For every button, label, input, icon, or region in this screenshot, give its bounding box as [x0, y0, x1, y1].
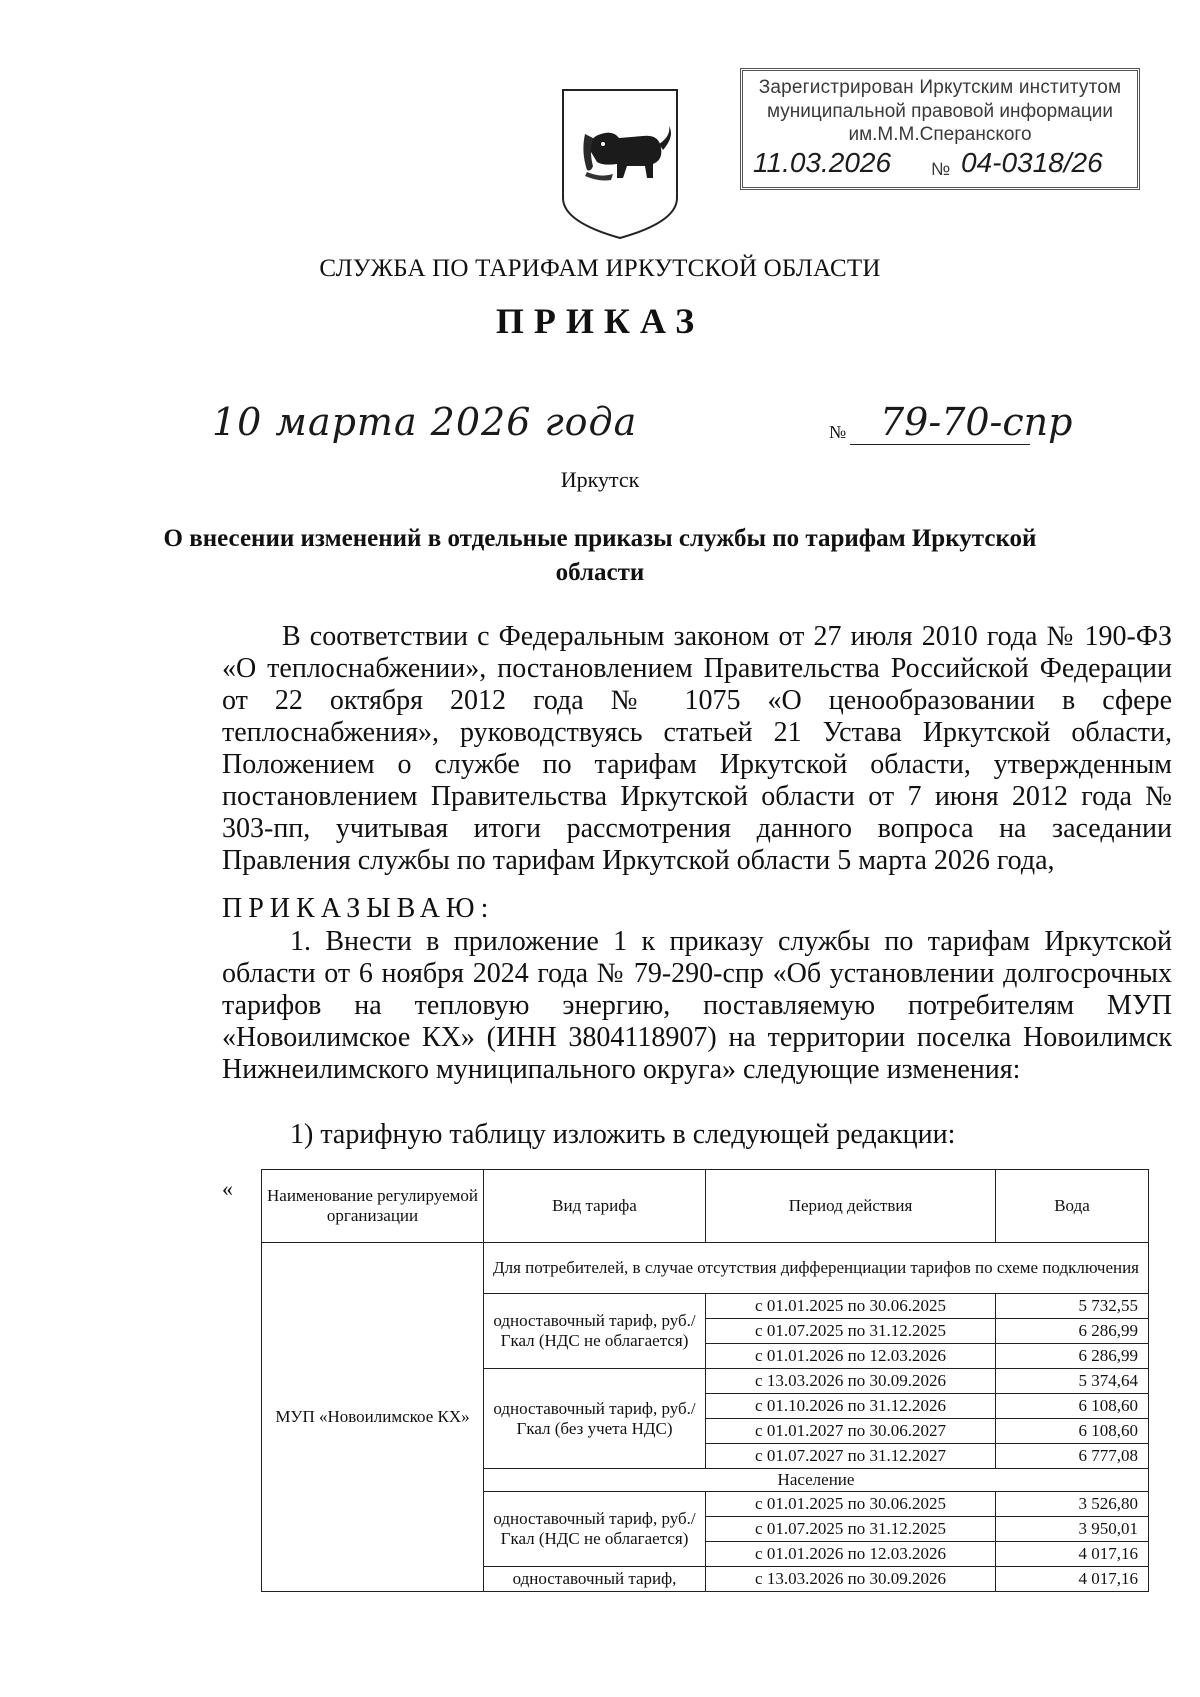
stamp-line-1: Зарегистрирован Иркутским институтом — [758, 77, 1122, 98]
value-cell: 3 526,80 — [996, 1492, 1149, 1517]
stamp-number-label: № — [931, 159, 951, 179]
stamp-registration-date: 11.03.2026 — [753, 147, 892, 178]
header-period: Период действия — [706, 1170, 996, 1243]
tariff-type-cell: одноставочный тариф, — [484, 1567, 706, 1592]
order-number-underline — [850, 444, 1030, 445]
agency-name: СЛУЖБА ПО ТАРИФАМ ИРКУТСКОЙ ОБЛАСТИ — [319, 255, 881, 282]
period-cell: с 13.03.2026 по 30.09.2026 — [706, 1369, 996, 1394]
value-cell: 6 286,99 — [996, 1344, 1149, 1369]
period-cell: с 01.07.2025 по 31.12.2025 — [706, 1517, 996, 1542]
org-name-cell: МУП «Новоилимское КХ» — [262, 1243, 484, 1592]
period-cell: с 01.01.2026 по 12.03.2026 — [706, 1542, 996, 1567]
tariff-table — [261, 1169, 1149, 1592]
document-type-heading: ПРИКАЗ — [495, 301, 705, 341]
stamp-line-2: муниципальной правовой информации — [767, 101, 1113, 122]
value-cell: 4 017,16 — [996, 1567, 1149, 1592]
period-cell: с 13.03.2026 по 30.09.2026 — [706, 1567, 996, 1592]
order-word: ПРИКАЗЫВАЮ: — [222, 893, 495, 924]
order-date: 10 марта 2026 года — [212, 400, 638, 444]
tariff-type-cell: одноставочный тариф, руб./Гкал (НДС не облагается) — [484, 1492, 706, 1567]
value-cell: 6 108,60 — [996, 1419, 1149, 1444]
item-1-subitem-1: 1) тарифную таблицу изложить в следующей редакции: — [290, 1119, 956, 1150]
section-consumers: Для потребителей, в случае отсутствия дифференциации тарифов по схеме подключения — [484, 1243, 1149, 1294]
period-cell: с 01.01.2025 по 30.06.2025 — [706, 1492, 996, 1517]
period-cell: с 01.07.2025 по 31.12.2025 — [706, 1319, 996, 1344]
value-cell: 6 108,60 — [996, 1394, 1149, 1419]
header-tariff-type: Вид тарифа — [484, 1170, 706, 1243]
document-title: О внесении изменений в отдельные приказы службы по тарифам Иркутской области — [163, 525, 1037, 586]
order-number-label: № — [829, 422, 847, 442]
stamp-line-3: им.М.М.Сперанского — [848, 124, 1032, 145]
tariff-type-cell: одноставочный тариф, руб./Гкал (НДС не облагается) — [484, 1294, 706, 1369]
period-cell: с 01.07.2027 по 31.12.2027 — [706, 1444, 996, 1469]
value-cell: 5 374,64 — [996, 1369, 1149, 1394]
order-number: 79-70-спр — [880, 400, 1073, 444]
period-cell: с 01.01.2025 по 30.06.2025 — [706, 1294, 996, 1319]
coat-of-arms-emblem — [557, 86, 683, 242]
header-water: Вода — [996, 1170, 1149, 1243]
tariff-type-cell: одноставочный тариф, руб./Гкал (без учета НДС) — [484, 1369, 706, 1469]
period-cell: с 01.10.2026 по 31.12.2026 — [706, 1394, 996, 1419]
preamble-paragraph: В соответствии с Федеральным законом от 27 июля 2010 года № 190-ФЗ «О теплоснабжении», постановлением Правительства Российской Федерации от 22 октября 2012 года № 1075 «О ценообразовании в сфере теплоснабжения», руководствуясь статьей 21 Устава Иркутской области, Положением о службе по тарифам Иркутской области, утвержденным постановлением Правительства Иркутской области от 7 июня 2012 года № 303-пп, учитывая итоги рассмотрения данного вопроса на заседании Правления службы по тарифам Иркутской области 5 марта 2026 года, — [222, 621, 1172, 876]
opening-quote-mark: « — [222, 1176, 233, 1201]
value-cell: 4 017,16 — [996, 1542, 1149, 1567]
value-cell: 6 286,99 — [996, 1319, 1149, 1344]
value-cell: 5 732,55 — [996, 1294, 1149, 1319]
period-cell: с 01.01.2026 по 12.03.2026 — [706, 1344, 996, 1369]
registration-stamp — [740, 68, 1140, 190]
table-header-row — [262, 1170, 1149, 1243]
item-1-paragraph: 1. Внести в приложение 1 к приказу службы по тарифам Иркутской области от 6 ноября 2024 года № 79-290-спр «Об установлении долгосрочных тарифов на тепловую энергию, поставляемую потребителям МУП «Новоилимское КХ» (ИНН 3804118907) на территории поселка Новоилимск Нижнеилимского муниципального округа» следующие изменения: — [222, 926, 1172, 1085]
value-cell: 3 950,01 — [996, 1517, 1149, 1542]
section-population: Население — [484, 1469, 1149, 1492]
value-cell: 6 777,08 — [996, 1444, 1149, 1469]
stamp-registration-number: 04-0318/26 — [961, 147, 1103, 178]
header-org: Наименование регулируемой организации — [262, 1170, 484, 1243]
table-section-row — [262, 1243, 1149, 1294]
city-name: Иркутск — [560, 467, 640, 492]
period-cell: с 01.01.2027 по 30.06.2027 — [706, 1419, 996, 1444]
